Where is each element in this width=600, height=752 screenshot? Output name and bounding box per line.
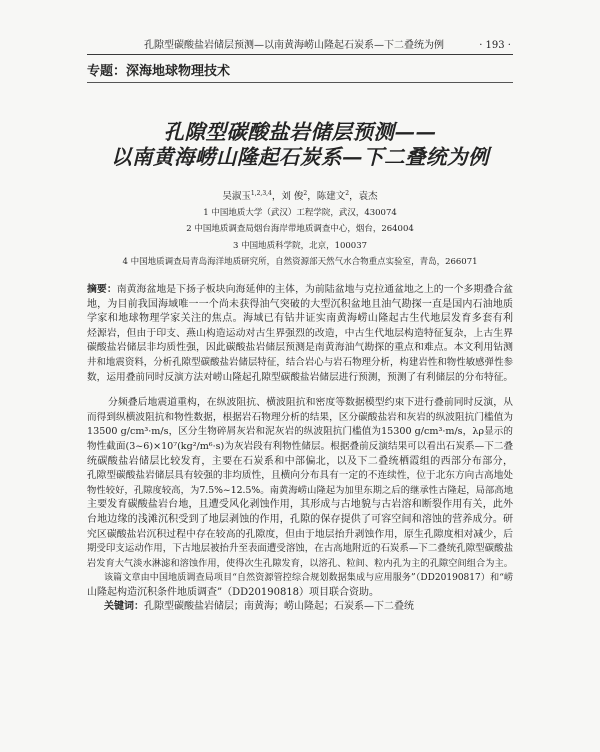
abstract-line — [87, 283, 513, 298]
affiliation-item: 1 中国地质大学（武汉）工程学院，武汉，430074 — [203, 208, 397, 218]
affiliation-item: 3 中国地质科学院，北京，100037 — [232, 240, 368, 251]
author-separator: ， — [271, 191, 282, 202]
funding-line: 该篇文章由中国地质调查局项目“自然资源管控综合规划数据集成与应用服务”（DD20190817）和“崂 — [104, 573, 513, 584]
body-line: 而得到纵横波阻抗和物性数据，根据岩石物理分析的结果，区分碳酸盐岩和灰岩的纵波阻抗门槛值为 — [87, 411, 513, 423]
body-line: 主要发育碳酸盐岩台地，且遭受风化剥蚀作用，其形成与古地貌与古岩溶和断裂作用有关，此外 — [87, 499, 513, 511]
abstract-line: 烃源岩，但由于印支、燕山构造运动对古生界强烈的改造，中古生代地层构造特征复杂，上古生界 — [87, 327, 513, 339]
abstract-line: 数，运用叠前同时反演方法对崂山隆起孔隙型碳酸盐岩储层进行预测，预测了有利储层的分布特征。 — [87, 371, 513, 383]
author-name: 袁杰 — [358, 191, 378, 202]
column-label: 专题：深海地球物理技术 — [87, 63, 513, 83]
page-number: · 193 · — [479, 40, 511, 51]
author-separator: ， — [349, 191, 359, 202]
page-header — [87, 37, 513, 55]
affiliation-list — [0, 205, 600, 270]
abstract-text: 南黄海盆地是下扬子板块向海延伸的主体，为前陆盆地与克拉通盆地之上的一个多期叠合盆 — [116, 284, 513, 295]
body-line: 物性较好，孔隙度较高，为7.5%~12.5%。南黄海崂山隆起为加里东期之后的继承性古隆起，局部高地 — [87, 484, 513, 496]
affiliation-item: 2 中国地质调查局烟台海岸带地质调查中心，烟台，264004 — [186, 224, 414, 235]
body-line: 究区碳酸盐岩沉积过程中存在较高的孔隙度，但由于地层抬升剥蚀作用，原生孔隙度相对减少，后 — [87, 528, 513, 540]
body-line: 统碳酸盐岩储层比较发育，主要在石炭系和中部偏北，以及下二叠统栖霞组的西部分布部分， — [87, 455, 513, 467]
body-paragraph — [87, 396, 513, 571]
keywords — [87, 600, 513, 615]
running-title: 孔隙型碳酸盐岩储层预测—以南黄海崂山隆起石炭系—下二叠统为例 — [144, 40, 444, 51]
abstract-line: 地，为目前我国海域唯一一个尚未获得油气突破的大型沉积盆地且油气勘探一直是国内石油地质 — [87, 298, 513, 310]
body-line: 物性截面(3~6)×10⁷(kg²/m⁶·s)为灰岩段有利物性储层。根据叠前反演结果可以看出石炭系—下二叠 — [87, 440, 513, 452]
body-line: 分频叠后地震道重构，在纵波阻抗、横波阻抗和密度等数据模型约束下进行叠前同时反演，从 — [108, 397, 513, 409]
abstract — [87, 283, 513, 385]
author-affil-sup: 1,2,3,4 — [250, 190, 272, 197]
funding-line: 山隆起构造沉积条件地质调查”（DD20190818）项目联合资助。 — [87, 586, 380, 598]
body-line: 岩发育大气淡水淋滤和溶蚀作用，使得次生孔隙发育，以溶孔、粒间、粒内孔为主的孔隙空间组合为主。 — [87, 557, 513, 569]
affiliation-item: 4 中国地质调查局青岛海洋地质研究所，自然资源部天然气水合物重点实验室，青岛，266071 — [122, 256, 478, 267]
abstract-label: 摘要： — [87, 284, 117, 295]
abstract-line: 学家和地球物理学家关注的焦点。海域已有钻井证实南黄海崂山隆起古生代地层发育多套有利 — [87, 313, 513, 325]
abstract-line: 碳酸盐岩储层非均质性强，因此碳酸盐岩储层预测是南黄海油气勘探的重点和难点。本文利用钻测 — [87, 342, 513, 354]
article-text — [87, 283, 513, 615]
body-line: 孔隙型碳酸盐岩储层具有较强的非均质性，且横向分布具有一定的不连续性，位于北东方向古高地处 — [87, 470, 513, 482]
author-name: 陈建文 — [316, 191, 346, 202]
body-line: 台地边缘的浅滩沉积受到了地层剥蚀的作用，孔隙的保存提供了可容空间和溶蚀的营养成分。研 — [87, 513, 513, 525]
body-line: 13500 g/cm³·m/s，区分生物碎屑灰岩和泥灰岩的纵波阻抗门槛值为15300 g/cm³·m/s，λρ显示的 — [87, 426, 513, 438]
author-affil-sup: 2 — [303, 190, 308, 197]
funding-note — [87, 571, 513, 600]
title-line-2: 以南黄海崂山隆起石炭系—下二叠统为例 — [111, 145, 489, 169]
body-line: 期受印支运动作用，下古地层被抬升至表面遭受溶蚀，在古高地附近的石炭系—下二叠统孔隙型碳酸盐 — [87, 543, 513, 555]
author-name: 刘 俊 — [281, 191, 304, 202]
keywords-text: 孔隙型碳酸盐岩储层；南黄海；崂山隆起；石炭系—下二叠统 — [144, 601, 414, 613]
author-list — [0, 189, 600, 205]
author-separator: ， — [307, 191, 317, 202]
article-title — [0, 120, 600, 170]
keywords-label: 关键词： — [104, 601, 144, 613]
title-line-1: 孔隙型碳酸盐岩储层预测—— — [163, 120, 437, 144]
author-affil-sup: 2 — [345, 190, 350, 197]
author-name: 吴淑玉 — [222, 191, 251, 202]
abstract-line: 井和地震资料，分析孔隙型碳酸盐岩储层特征，结合岩心与岩石物理分析，构建岩性和物性敏感弹性参 — [87, 356, 513, 368]
